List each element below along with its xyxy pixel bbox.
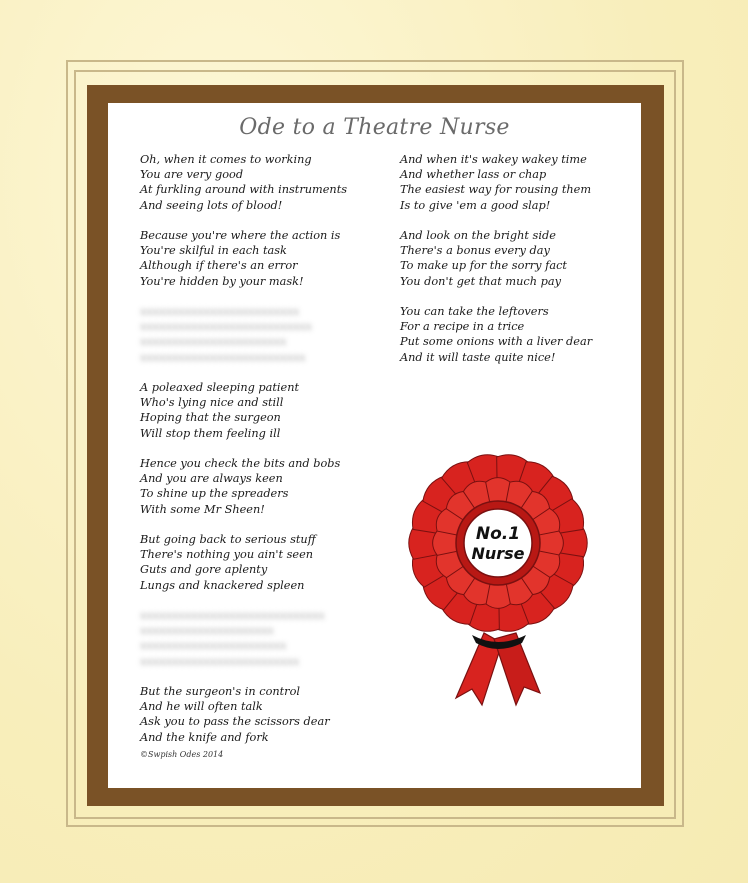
badge-line-1: No.1: [475, 524, 521, 544]
poem-line: Hence you check the bits and bobs: [140, 457, 341, 470]
poem-line: There's a bonus every day: [400, 244, 550, 258]
poem-line: xxxxxxxxxxxxxxxxxxxxxxxxx: [140, 654, 300, 668]
poem-line: With some Mr Sheen!: [140, 502, 265, 516]
rosette-ribbons: [456, 633, 540, 705]
poem-line: You're hidden by your mask!: [140, 274, 304, 288]
poem-line: But going back to serious stuff: [140, 533, 316, 546]
poem-line: And seeing lots of blood!: [140, 198, 283, 212]
poem-line: xxxxxxxxxxxxxxxxxxxxxxxxxxx: [140, 320, 313, 334]
poem-line: A poleaxed sleeping patient: [140, 381, 300, 394]
poem-line: And look on the bright side: [400, 229, 556, 242]
poem-stanza: [140, 684, 380, 745]
blurred-stanza: [140, 608, 380, 669]
poem-line: You don't get that much pay: [400, 274, 561, 288]
poem-line: But the surgeon's in control: [140, 685, 300, 698]
poem-line: Who's lying nice and still: [140, 396, 284, 410]
poem-line: And you are always keen: [140, 472, 283, 486]
poem-stanza: [140, 152, 380, 213]
copyright-note: ©Swpish Odes 2014: [140, 750, 224, 759]
poem-line: Ask you to pass the scissors dear: [140, 715, 330, 729]
poem-line: Put some onions with a liver dear: [400, 335, 593, 349]
poem-stanza: [140, 456, 380, 517]
poem-line: Is to give 'em a good slap!: [400, 198, 551, 212]
poem-line: You're skilful in each task: [140, 244, 287, 258]
poem-line: The easiest way for rousing them: [400, 183, 592, 197]
poem-line: xxxxxxxxxxxxxxxxxxxxxxx: [140, 639, 287, 653]
poem-line: For a recipe in a trice: [400, 320, 525, 334]
poem-right-column: [400, 152, 630, 380]
poem-stanza: [400, 228, 630, 289]
poem-line: And he will often talk: [140, 700, 263, 714]
poem-line: There's nothing you ain't seen: [140, 548, 314, 562]
poem-line: xxxxxxxxxxxxxxxxxxxxxxxxx: [140, 305, 300, 318]
poem-line: Hoping that the surgeon: [140, 411, 281, 425]
badge-line-2: Nurse: [471, 544, 525, 563]
poem-line: Although if there's an error: [140, 259, 298, 273]
rosette-icon: [398, 443, 598, 713]
poem-title: Ode to a Theatre Nurse: [239, 115, 510, 140]
poem-line: To shine up the spreaders: [140, 487, 289, 501]
poem-stanza: [400, 152, 630, 213]
poem-line: Guts and gore aplenty: [140, 563, 268, 577]
poem-stanza: [140, 380, 380, 441]
poem-line: And the knife and fork: [140, 730, 269, 744]
poem-sheet: [108, 103, 641, 788]
poem-stanza: [140, 228, 380, 289]
poem-line: Oh, when it comes to working: [140, 153, 312, 166]
poem-stanza: [400, 304, 630, 365]
poem-line: And it will taste quite nice!: [400, 350, 556, 364]
poem-line: You can take the leftovers: [400, 305, 549, 318]
poem-line: xxxxxxxxxxxxxxxxxxxxx: [140, 624, 274, 638]
poem-line: xxxxxxxxxxxxxxxxxxxxxxxxxxxxx: [140, 609, 325, 622]
blurred-stanza: [140, 304, 380, 365]
poem-line: Lungs and knackered spleen: [140, 578, 305, 592]
poem-line: And when it's wakey wakey time: [400, 153, 587, 166]
poem-line: Will stop them feeling ill: [140, 426, 281, 440]
poem-line: And whether lass or chap: [400, 168, 547, 182]
poem-line: You are very good: [140, 168, 244, 182]
poem-line: At furkling around with instruments: [140, 183, 348, 197]
poem-left-column: [140, 152, 380, 760]
poem-line: Because you're where the action is: [140, 229, 341, 242]
poem-line: To make up for the sorry fact: [400, 259, 567, 273]
poem-stanza: [140, 532, 380, 593]
poem-line: xxxxxxxxxxxxxxxxxxxxxxx: [140, 335, 287, 349]
poem-line: xxxxxxxxxxxxxxxxxxxxxxxxxx: [140, 350, 306, 364]
